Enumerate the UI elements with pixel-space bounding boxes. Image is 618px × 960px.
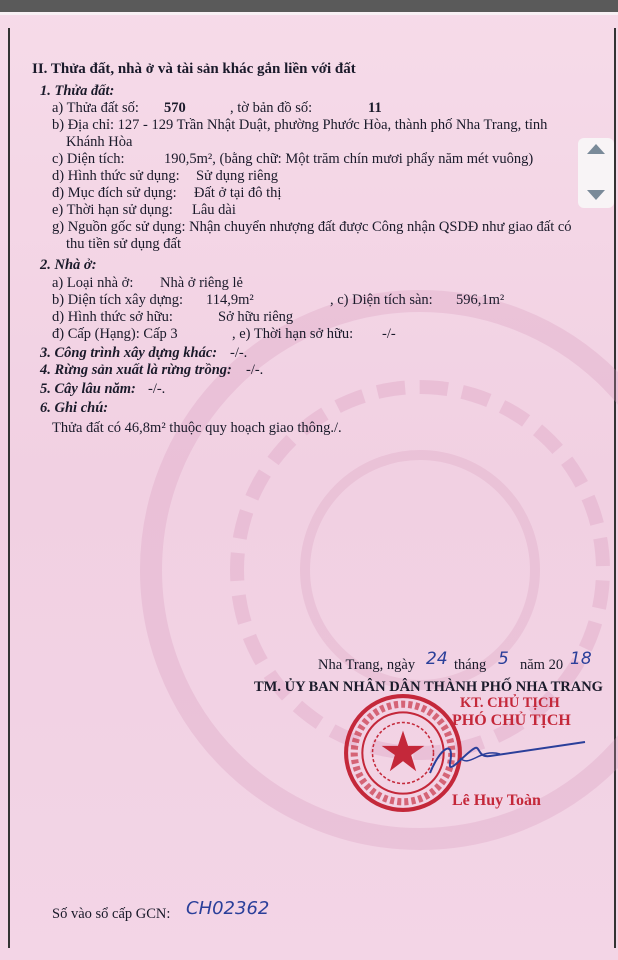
other-works-value: -/-.: [230, 345, 248, 361]
signer-name: Lê Huy Toàn: [452, 792, 541, 809]
ownership-term-label: , e) Thời hạn sở hữu:: [232, 326, 354, 342]
area-value: 190,5m², (bằng chữ: Một trăm chín mươi phẩy năm mét vuông): [164, 151, 534, 167]
house-type-value: Nhà ở riêng lẻ: [160, 275, 243, 291]
signature-icon: [420, 728, 600, 788]
other-works-label: 3. Công trình xây dựng khác:: [40, 345, 218, 361]
usage-purpose-label: đ) Mục đích sử dụng:: [52, 185, 177, 201]
origin-line1: g) Nguồn gốc sử dụng: Nhận chuyển nhượng đất được Công nhận QSDĐ như giao đất có: [52, 219, 572, 235]
forest-label: 4. Rừng sản xuất là rừng trồng:: [40, 362, 232, 378]
grade-label: đ) Cấp (Hạng): Cấp 3: [52, 326, 178, 342]
kt-title: KT. CHỦ TỊCH: [460, 695, 560, 711]
land-number-label: a) Thửa đất số:: [52, 100, 139, 116]
usage-purpose-value: Đất ở tại đô thị: [194, 185, 282, 201]
house-type-label: a) Loại nhà ở:: [52, 275, 134, 291]
usage-form-value: Sử dụng riêng: [196, 168, 278, 184]
scroll-up-icon[interactable]: [587, 144, 605, 154]
ownership-label: d) Hình thức sở hữu:: [52, 309, 173, 325]
perennial-label: 5. Cây lâu năm:: [40, 381, 136, 397]
floor-area-label: , c) Diện tích sàn:: [330, 292, 433, 308]
area-label: c) Diện tích:: [52, 151, 125, 167]
notes-heading: 6. Ghi chú:: [40, 400, 109, 416]
register-value: CH02362: [186, 898, 270, 919]
land-number-value: 570: [164, 100, 186, 116]
address-line1: b) Địa chỉ: 127 - 129 Trần Nhật Duật, phường Phước Hòa, thành phố Nha Trang, tỉnh: [52, 117, 548, 133]
origin-line2: thu tiền sử dụng đất: [66, 236, 181, 252]
build-area-label: b) Diện tích xây dựng:: [52, 292, 184, 308]
usage-term-label: e) Thời hạn sử dụng:: [52, 202, 173, 218]
forest-value: -/-.: [246, 362, 264, 378]
ownership-term-value: -/-: [382, 326, 396, 342]
register-label: Số vào sổ cấp GCN:: [52, 906, 171, 922]
section-title: II. Thửa đất, nhà ở và tài sản khác gắn liền với đất: [32, 61, 356, 77]
usage-term-value: Lâu dài: [192, 202, 236, 218]
date-month-label: tháng: [454, 657, 487, 673]
usage-form-label: d) Hình thức sử dụng:: [52, 168, 180, 184]
vice-chair-title: PHÓ CHỦ TỊCH: [452, 712, 571, 729]
date-month: 5: [498, 649, 509, 669]
date-year-label: năm 20: [520, 657, 564, 673]
map-sheet-label: , tờ bản đồ số:: [230, 100, 313, 116]
scroll-down-icon[interactable]: [587, 190, 605, 200]
floor-area-value: 596,1m²: [456, 292, 505, 308]
map-sheet-value: 11: [368, 100, 382, 116]
scroll-widget[interactable]: [578, 138, 614, 208]
date-prefix: Nha Trang, ngày: [318, 657, 416, 673]
top-bar: [0, 0, 618, 12]
address-line2: Khánh Hòa: [66, 134, 133, 150]
authority-title: TM. ỦY BAN NHÂN DÂN THÀNH PHỐ NHA TRANG: [254, 679, 603, 695]
top-line: [0, 12, 618, 15]
ownership-value: Sở hữu riêng: [218, 309, 294, 325]
land-heading: 1. Thửa đất:: [40, 83, 115, 99]
notes-text: Thửa đất có 46,8m² thuộc quy hoạch giao thông./.: [52, 420, 342, 436]
build-area-value: 114,9m²: [206, 292, 254, 308]
house-heading: 2. Nhà ở:: [40, 257, 97, 273]
date-day: 24: [426, 649, 448, 669]
perennial-value: -/-.: [148, 381, 166, 397]
date-year: 18: [570, 649, 592, 669]
